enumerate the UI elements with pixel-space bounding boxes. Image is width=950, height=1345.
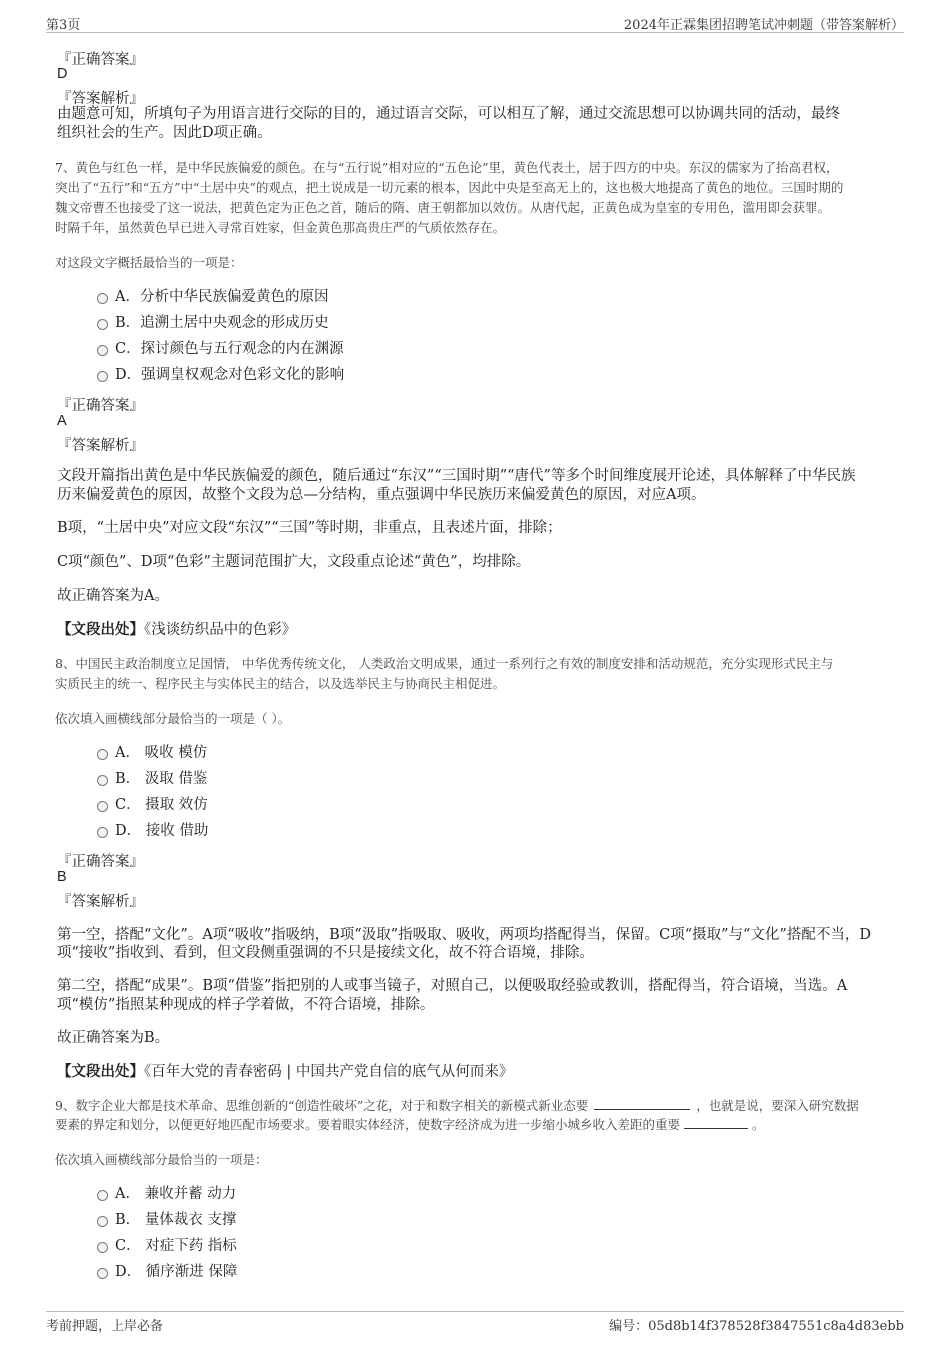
q7-analysis-p1-line-1: 文段开篇指出黄色是中华民族偏爱的颜色，随后通过“东汉”“三国时期”“唐代”等多个时间维度展开论述，具体解释了中华民族 (57, 468, 856, 484)
q9-line1-text-b: ，也就是说，要深入研究数据 (696, 1098, 859, 1113)
q7-option-d[interactable] (97, 365, 344, 385)
q8-analysis-p2-line-2: 项“模仿”指照某种现成的样子学着做，不符合语境，排除。 (57, 997, 435, 1013)
q7-option-c-label: C．探讨颜色与五行观念的内在渊源 (115, 341, 344, 357)
radio-icon[interactable] (97, 1268, 108, 1279)
q7-option-b-label: B．追溯土居中央观念的形成历史 (115, 315, 329, 331)
q8-answer: B (57, 869, 67, 885)
q9-option-b[interactable] (97, 1210, 236, 1230)
prev-answer: D (57, 66, 68, 82)
radio-icon[interactable] (97, 293, 108, 304)
q9-blank-1 (594, 1097, 690, 1110)
page-header (46, 14, 904, 33)
q8-option-c[interactable] (97, 795, 208, 815)
radio-icon[interactable] (97, 801, 108, 812)
q8-option-a-label: A． 吸收 模仿 (115, 745, 208, 761)
radio-icon[interactable] (97, 319, 108, 330)
q8-source-title: 《百年大党的青春密码 | 中国共产党自信的底气从何而来》 (144, 1064, 514, 1080)
q7-analysis-p3: C项“颜色”、D项“色彩”主题词范围扩大，文段重点论述“黄色”，均排除。 (57, 554, 531, 570)
q8-source-label: 【文段出处】 (57, 1063, 144, 1080)
prev-analysis-line-2: 组织社会的生产。因此D项正确。 (57, 125, 272, 141)
q9-option-a-label: A． 兼收并蓄 动力 (115, 1186, 237, 1202)
footer-code: 编号：05d8b14f378528f3847551c8a4d83ebb (609, 1319, 904, 1334)
q7-analysis-label: 『答案解析』 (57, 438, 144, 454)
q7-analysis-p1-line-2: 历来偏爱黄色的原因，故整个文段为总—分结构，重点强调中华民族历来偏爱黄色的原因，对应A项。 (57, 487, 706, 503)
footer-slogan: 考前押题，上岸必备 (46, 1319, 164, 1334)
q8-analysis-p1-line-1: 第一空，搭配“文化”。A项“吸收”指吸纳，B项“汲取”指吸取、吸收，两项均搭配得当，保留。C项“摄取”与“文化”搭配不当，D (57, 927, 871, 943)
q7-source-title: 《浅谈纺织品中的色彩》 (144, 622, 297, 638)
radio-icon[interactable] (97, 345, 108, 356)
q9-blank-2 (684, 1116, 748, 1129)
radio-icon[interactable] (97, 775, 108, 786)
radio-icon[interactable] (97, 1216, 108, 1227)
radio-icon[interactable] (97, 371, 108, 382)
q7-option-d-label: D．强调皇权观念对色彩文化的影响 (115, 367, 345, 383)
q7-source (57, 620, 296, 640)
page-footer (46, 1311, 904, 1336)
q9-option-c[interactable] (97, 1236, 237, 1256)
document-title: 2024年正霖集团招聘笔试冲刺题（带答案解析） (623, 18, 904, 33)
q7-option-a[interactable] (97, 287, 328, 307)
q7-source-label: 【文段出处】 (57, 621, 144, 638)
q9-option-d-label: D． 循序渐进 保障 (115, 1264, 238, 1280)
prev-answer-label: 『正确答案』 (57, 52, 144, 68)
q9-line2-text-a: 要素的界定和划分，以便更好地匹配市场要求。要着眼实体经济，使数字经济成为进一步缩小城乡收入差距的重要 (55, 1117, 681, 1132)
q7-passage-line-4: 时隔千年，虽然黄色早已进入寻常百姓家，但金黄色那高贵庄严的气质依然存在。 (55, 220, 506, 235)
q8-option-b-label: B． 汲取 借鉴 (115, 771, 208, 787)
radio-icon[interactable] (97, 827, 108, 838)
q7-analysis-p4: 故正确答案为A。 (57, 588, 169, 604)
q9-passage-line-1 (55, 1096, 859, 1116)
q7-option-a-label: A．分析中华民族偏爱黄色的原因 (115, 289, 329, 305)
q8-answer-label: 『正确答案』 (57, 854, 144, 870)
q8-analysis-p1-line-2: 项“接收”指收到、看到，但文段侧重强调的不只是接续文化，故不符合语境，排除。 (57, 945, 594, 961)
q9-option-a[interactable] (97, 1184, 236, 1204)
q8-analysis-p2-line-1: 第二空，搭配“成果”。B项“借鉴”指把别的人或事当镜子，对照自己，以便吸取经验或教训，搭配得当，符合语境，当选。A (57, 978, 848, 994)
q8-option-b[interactable] (97, 769, 207, 789)
q7-option-c[interactable] (97, 339, 344, 359)
q7-answer: A (57, 413, 67, 429)
q7-analysis-p2: B项，“土居中央”对应文段“东汉”“三国”等时期，非重点，且表述片面，排除； (57, 520, 562, 536)
q7-answer-label: 『正确答案』 (57, 398, 144, 414)
q8-passage-line-2: 实质民主的统一、程序民主与实体民主的结合，以及选举民主与协商民主相促进。 (55, 676, 506, 691)
radio-icon[interactable] (97, 1242, 108, 1253)
q8-prompt: 依次填入画横线部分最恰当的一项是（ ）。 (55, 711, 291, 726)
q9-prompt: 依次填入画横线部分最恰当的一项是： (55, 1152, 268, 1167)
prev-analysis-line-1: 由题意可知，所填句子为用语言进行交际的目的，通过语言交际，可以相互了解，通过交流思想可以协调共同的活动，最终 (57, 106, 840, 122)
q8-option-d[interactable] (97, 821, 208, 841)
q8-option-a[interactable] (97, 743, 207, 763)
q8-analysis-p3: 故正确答案为B。 (57, 1030, 170, 1046)
q7-option-b[interactable] (97, 313, 329, 333)
q7-prompt: 对这段文字概括最恰当的一项是： (55, 255, 243, 270)
q9-passage-line-2 (55, 1115, 765, 1135)
q9-line1-text-a: 9、数字企业大都是技术革命、思维创新的“创造性破坏”之花，对于和数字相关的新模式新业态要 (55, 1098, 589, 1113)
q9-line2-text-b: 。 (752, 1117, 765, 1132)
q7-passage-line-3: 魏文帝曹丕也接受了这一说法，把黄色定为正色之首，随后的隋、唐王朝都加以效仿。从唐代起，正黄色成为皇室的专用色，滥用即会获罪。 (55, 200, 831, 215)
q8-option-c-label: C． 摄取 效仿 (115, 797, 208, 813)
q8-option-d-label: D． 接收 借助 (115, 823, 209, 839)
q7-passage-line-2: 突出了“五行”和“五方”中“土居中央”的观点，把土说成是一切元素的根本，因此中央是至高无上的，这也极大地提高了黄色的地位。三国时期的 (55, 180, 844, 195)
q9-option-d[interactable] (97, 1262, 237, 1282)
radio-icon[interactable] (97, 749, 108, 760)
q9-option-c-label: C． 对症下药 指标 (115, 1238, 237, 1254)
prev-analysis-label: 『答案解析』 (57, 91, 144, 107)
q8-source (57, 1062, 513, 1082)
q8-passage-line-1: 8、中国民主政治制度立足国情， 中华优秀传统文化， 人类政治文明成果，通过一系列行之有效的制度安排和活动规范，充分实现形式民主与 (55, 656, 834, 671)
q8-analysis-label: 『答案解析』 (57, 894, 144, 910)
q9-option-b-label: B． 量体裁衣 支撑 (115, 1212, 237, 1228)
radio-icon[interactable] (97, 1190, 108, 1201)
page-number: 第3页 (46, 18, 81, 33)
q7-passage-line-1: 7、黄色与红色一样，是中华民族偏爱的颜色。在与“五行说”相对应的“五色论”里，黄色代表土，居于四方的中央。东汉的儒家为了抬高君权， (55, 160, 839, 175)
